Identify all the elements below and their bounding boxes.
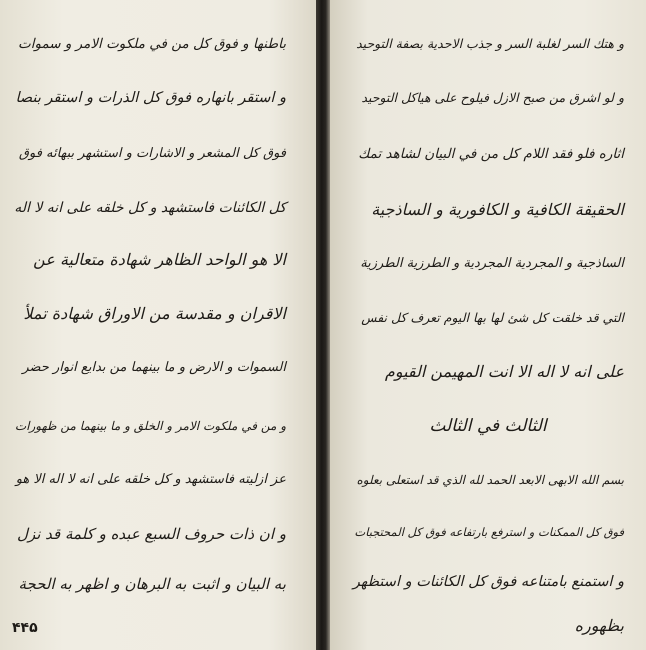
left-line-7: السموات و الارض و ما بينهما من بدايع انوار حضر	[22, 360, 286, 375]
left-line-1: باطنها و فوق كل من في ملكوت الامر و سموات	[18, 36, 286, 52]
right-page	[330, 0, 646, 650]
left-line-10: و ان ذات حروف السبع عبده و كلمة قد نزل	[17, 525, 286, 543]
left-line-3: فوق كل المشعر و الاشارات و استشهر ببهائه فوق	[18, 146, 286, 161]
right-line-11: بظهوره	[574, 616, 624, 635]
left-line-8: و من في ملكوت الامر و الخلق و ما بينهما من ظهورات	[14, 419, 286, 433]
left-line-6: الاقران و مقدسة من الاوراق شهادة تملأ	[23, 304, 286, 323]
left-line-4: كل الكائنات فاستشهد و كل خلقه على انه لا اله	[14, 200, 286, 216]
left-line-9: عز ازليته فاستشهد و كل خلقه على انه لا اله الا هو	[15, 472, 286, 487]
left-page	[0, 0, 316, 650]
right-line-10: و استمنع بامتناعه فوق كل الكائنات و استظهر	[352, 574, 624, 590]
left-line-11: به البيان و اثبت به البرهان و اظهر به الحجة	[18, 575, 286, 593]
page-number: ۴۴۵	[12, 620, 38, 636]
left-line-2: و استقر بانهاره فوق كل الذرات و استقر بنصا	[15, 90, 286, 106]
left-line-5: الا هو الواحد الظاهر شهادة متعالية عن	[33, 250, 286, 269]
right-line-4: الحقيقة الكافية و الكافورية و الساذجية	[371, 200, 624, 219]
right-line-8: بسم الله الابهى الابعد الحمد لله الذي قد استعلى بعلوه	[356, 473, 624, 487]
right-line-7: على انه لا اله الا انت المهيمن القيوم	[384, 362, 624, 381]
right-line-9: فوق كل الممكنات و استرفع بارتفاعه فوق كل المحتجبات	[354, 525, 624, 539]
right-line-6: التي قد خلقت كل شئ لها بها اليوم تعرف كل نفس	[361, 310, 624, 325]
section-heading: الثالث في الثالث	[429, 416, 547, 436]
right-line-5: الساذجية و المجردية المجردية و الطرزية الطرزية	[360, 256, 624, 271]
right-line-1: و هتك السر لغلبة السر و جذب الاحدية بصفة التوحيد	[356, 36, 624, 51]
book-gutter	[316, 0, 330, 650]
right-line-2: و لو اشرق من صبح الازل فيلوح على هياكل التوحيد	[361, 90, 624, 105]
right-line-3: اثاره فلو فقد اللام كل من في البيان لشاهد تمك	[358, 146, 624, 162]
